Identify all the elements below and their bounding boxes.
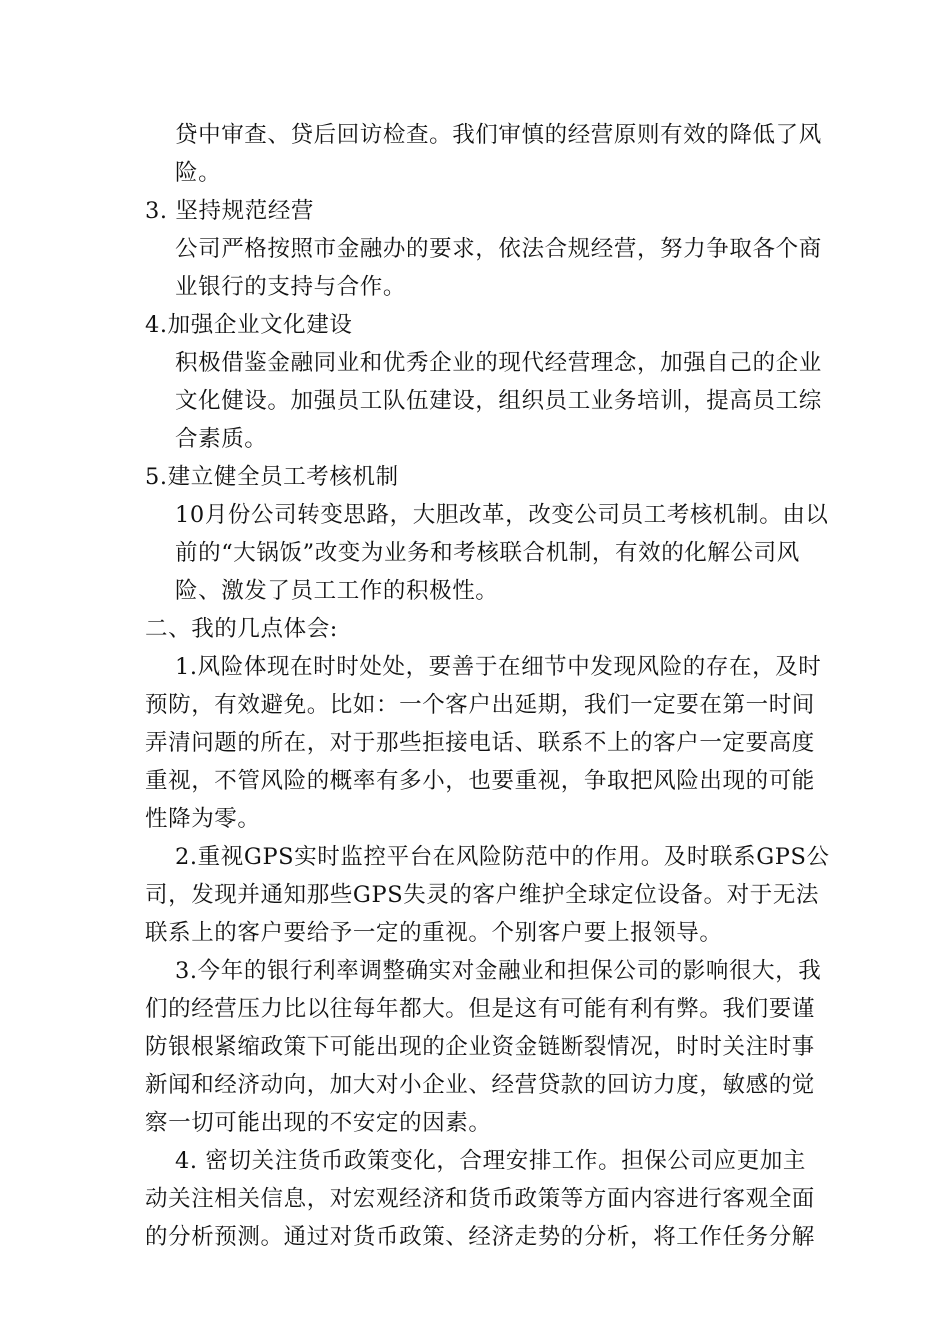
paragraph-line: 业银行的支持与合作。 [175,274,407,300]
section-2-heading: 二、我的几点体会: [145,616,338,642]
paragraph-line: 1.风险体现在时时处处，要善于在细节中发现风险的存在，及时 [175,654,822,680]
paragraph-line: 们的经营压力比以往每年都大。但是这有可能有利有弊。我们要谨 [145,996,815,1022]
paragraph-line: 弄清问题的所在，对于那些拒接电话、联系不上的客户一定要高度 [145,730,815,756]
paragraph-line: 文化健设。加强员工队伍建设，组织员工业务培训，提高员工综 [175,388,822,414]
paragraph-line: 察一切可能出现的不安定的因素。 [145,1110,492,1136]
paragraph-line: 新闻和经济动向，加大对小企业、经营贷款的回访力度，敏感的觉 [145,1072,815,1098]
paragraph-line: 2.重视GPS实时监控平台在风险防范中的作用。及时联系GPS公 [175,844,830,870]
paragraph-line: 险。 [175,160,222,186]
item-3-heading: 3. 坚持规范经营 [145,198,315,224]
paragraph-line: 的分析预测。通过对货币政策、经济走势的分析，将工作任务分解 [145,1224,815,1250]
item-5-heading: 5.建立健全员工考核机制 [145,464,399,490]
paragraph-line: 积极借鉴金融同业和优秀企业的现代经营理念，加强自己的企业 [175,350,822,376]
paragraph-line: 险、激发了员工工作的积极性。 [175,578,499,604]
paragraph-line: 合素质。 [175,426,268,452]
paragraph-line: 前的“大锅饭”改变为业务和考核联合机制，有效的化解公司风 [175,540,800,566]
paragraph-line: 重视，不管风险的概率有多小，也要重视，争取把风险出现的可能 [145,768,815,794]
paragraph-line: 3.今年的银行利率调整确实对金融业和担保公司的影响很大，我 [175,958,822,984]
paragraph-line: 预防，有效避免。比如：一个客户出延期，我们一定要在第一时间 [145,692,815,718]
item-4-heading: 4.加强企业文化建设 [145,312,353,338]
paragraph-line: 性降为零。 [145,806,261,832]
paragraph-line: 联系上的客户要给予一定的重视。个别客户要上报领导。 [145,920,723,946]
paragraph-line: 10月份公司转变思路，大胆改革，改变公司员工考核机制。由以 [175,502,829,528]
paragraph-line: 公司严格按照市金融办的要求，依法合规经营，努力争取各个商 [175,236,822,262]
paragraph-line: 防银根紧缩政策下可能出现的企业资金链断裂情况，时时关注时事 [145,1034,815,1060]
paragraph-line: 贷中审查、贷后回访检查。我们审慎的经营原则有效的降低了风 [175,122,822,148]
paragraph-line: 动关注相关信息，对宏观经济和货币政策等方面内容进行客观全面 [145,1186,815,1212]
paragraph-line: 4. 密切关注货币政策变化，合理安排工作。担保公司应更加主 [175,1148,807,1174]
paragraph-line: 司，发现并通知那些GPS失灵的客户维护全球定位设备。对于无法 [145,882,820,908]
